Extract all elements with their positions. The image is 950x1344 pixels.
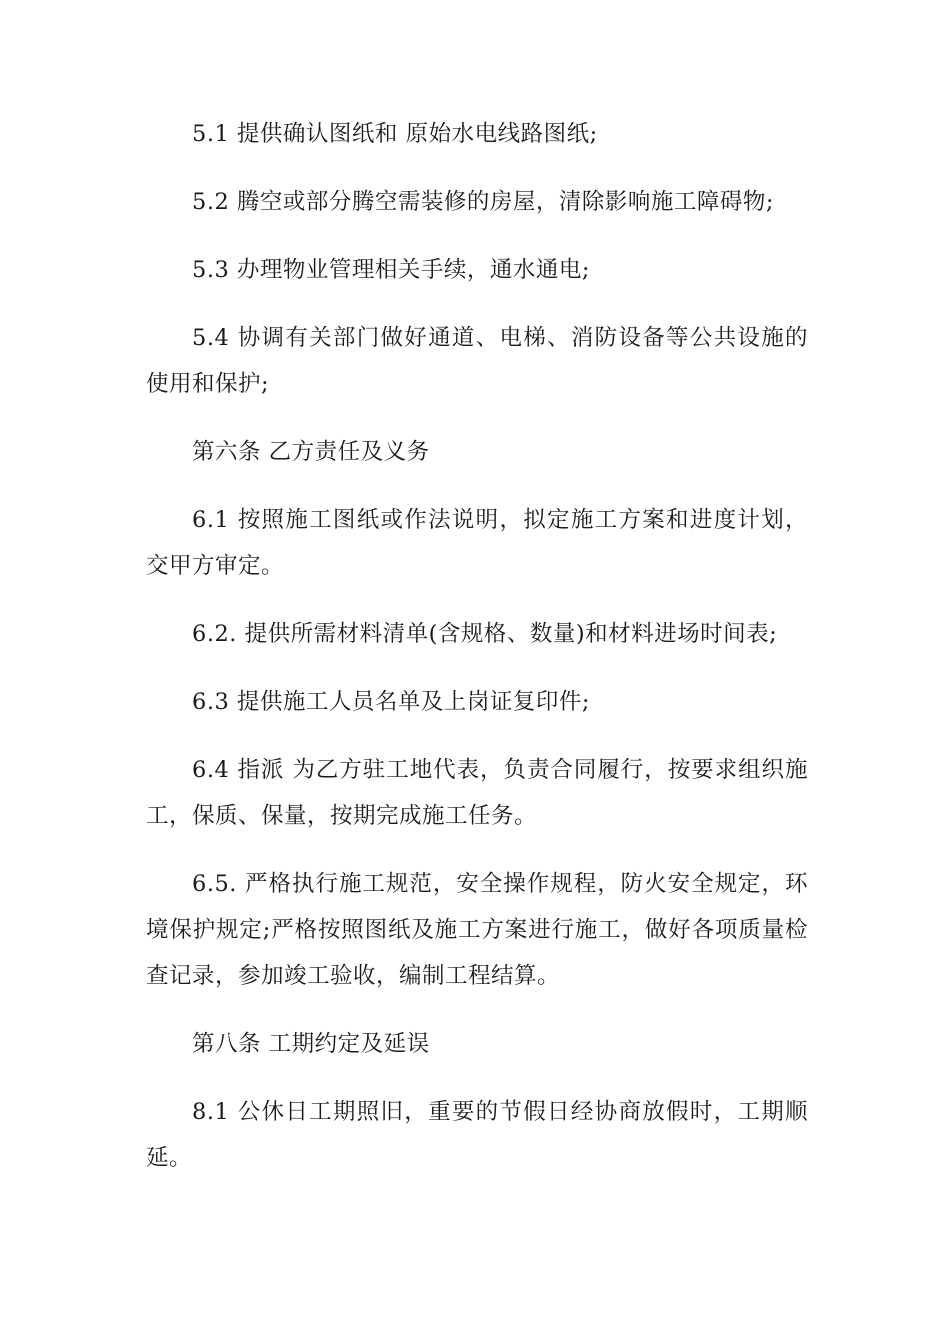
article-8-heading: 第八条 工期约定及延误 [192,1031,430,1057]
clause-6-4: 6.4 指派 为乙方驻工地代表，负责合同履行，按要求组织施工，保质、保量，按期完成施工任务。 [146,757,808,829]
clause-6-2: 6.2. 提供所需材料清单(含规格、数量)和材料进场时间表; [192,621,778,647]
clause-5-1: 5.1 提供确认图纸和 原始水电线路图纸; [192,121,598,147]
clause-5-4: 5.4 协调有关部门做好通道、电梯、消防设备等公共设施的使用和保护; [146,325,808,397]
clause-6-1: 6.1 按照施工图纸或作法说明，拟定施工方案和进度计划，交甲方审定。 [146,507,808,579]
clause-6-5: 6.5. 严格执行施工规范，安全操作规程，防火安全规定，环境保护规定;严格按照图纸及施工方案进行施工，做好各项质量检查记录，参加竣工验收，编制工程结算。 [146,871,808,989]
clause-5-3: 5.3 办理物业管理相关手续，通水通电; [192,257,591,283]
clause-6-3: 6.3 提供施工人员名单及上岗证复印件; [192,689,591,715]
clause-5-2: 5.2 腾空或部分腾空需装修的房屋，清除影响施工障碍物; [192,189,775,215]
document-body [146,111,808,1203]
article-6-heading: 第六条 乙方责任及义务 [192,439,430,465]
clause-8-1: 8.1 公休日工期照旧，重要的节假日经协商放假时，工期顺延。 [146,1099,808,1171]
